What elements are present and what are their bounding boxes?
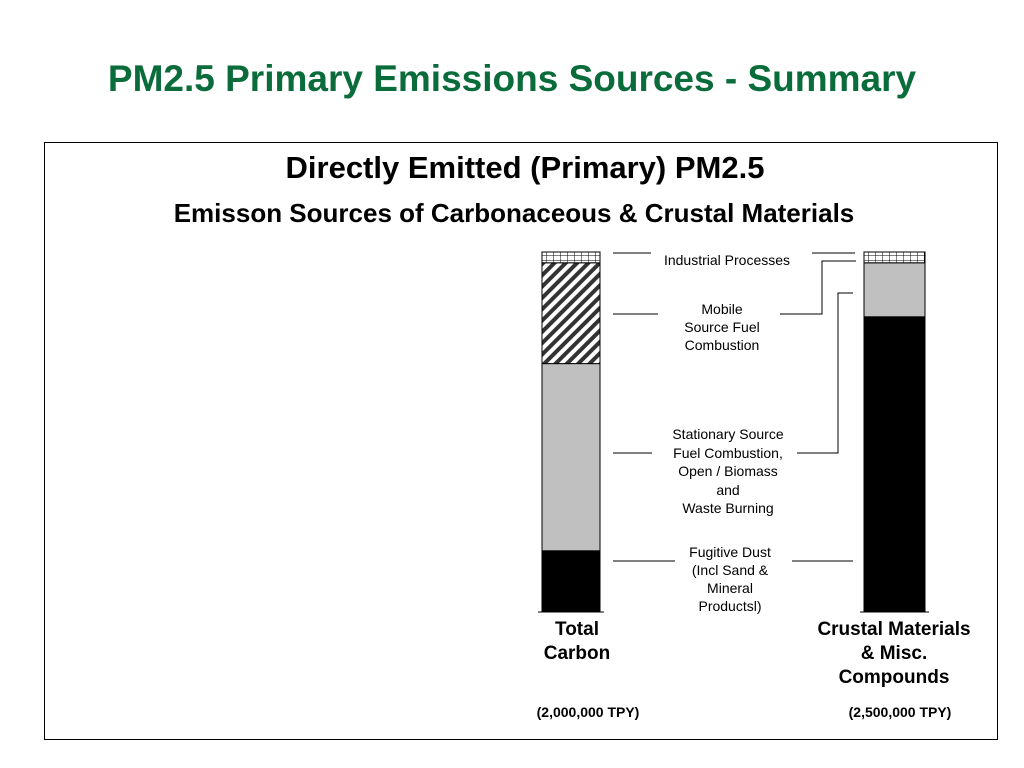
total-label-crustal-materials: (2,500,000 TPY) <box>848 704 952 720</box>
chart-title: Directly Emitted (Primary) PM2.5 <box>285 150 765 185</box>
legend-label-industrial-processes: Industrial Processes <box>663 252 791 268</box>
bar-segment-total-carbon-fugitive-dust <box>542 551 600 612</box>
bar-segment-total-carbon-stationary-source <box>542 364 600 551</box>
legend-label-fugitive-dust: Fugitive Dust (Incl Sand & Mineral Productsl) <box>689 544 771 614</box>
legend-label-mobile-source: Mobile Source Fuel Combustion <box>684 301 760 353</box>
bar-segment-crustal-fugitive-dust <box>864 317 925 612</box>
category-label-total-carbon: Total Carbon <box>543 619 611 664</box>
chart-subtitle: Emisson Sources of Carbonaceous & Crustal Materials <box>173 198 855 228</box>
bar-segment-crustal-industrial-processes <box>864 252 925 263</box>
bar-segment-total-carbon-mobile-source <box>542 263 600 364</box>
category-label-crustal-materials: Crustal Materials & Misc. Compounds <box>817 619 971 688</box>
total-label-total-carbon: (2,000,000 TPY) <box>536 704 640 720</box>
legend-label-stationary-source: Stationary Source Fuel Combustion, Open / Biomass and Waste Burning <box>672 426 784 517</box>
bar-segment-crustal-stationary-source <box>864 263 925 317</box>
slide-title: PM2.5 Primary Emissions Sources - Summary <box>107 58 917 99</box>
bar-segment-total-carbon-industrial-processes <box>542 252 600 263</box>
